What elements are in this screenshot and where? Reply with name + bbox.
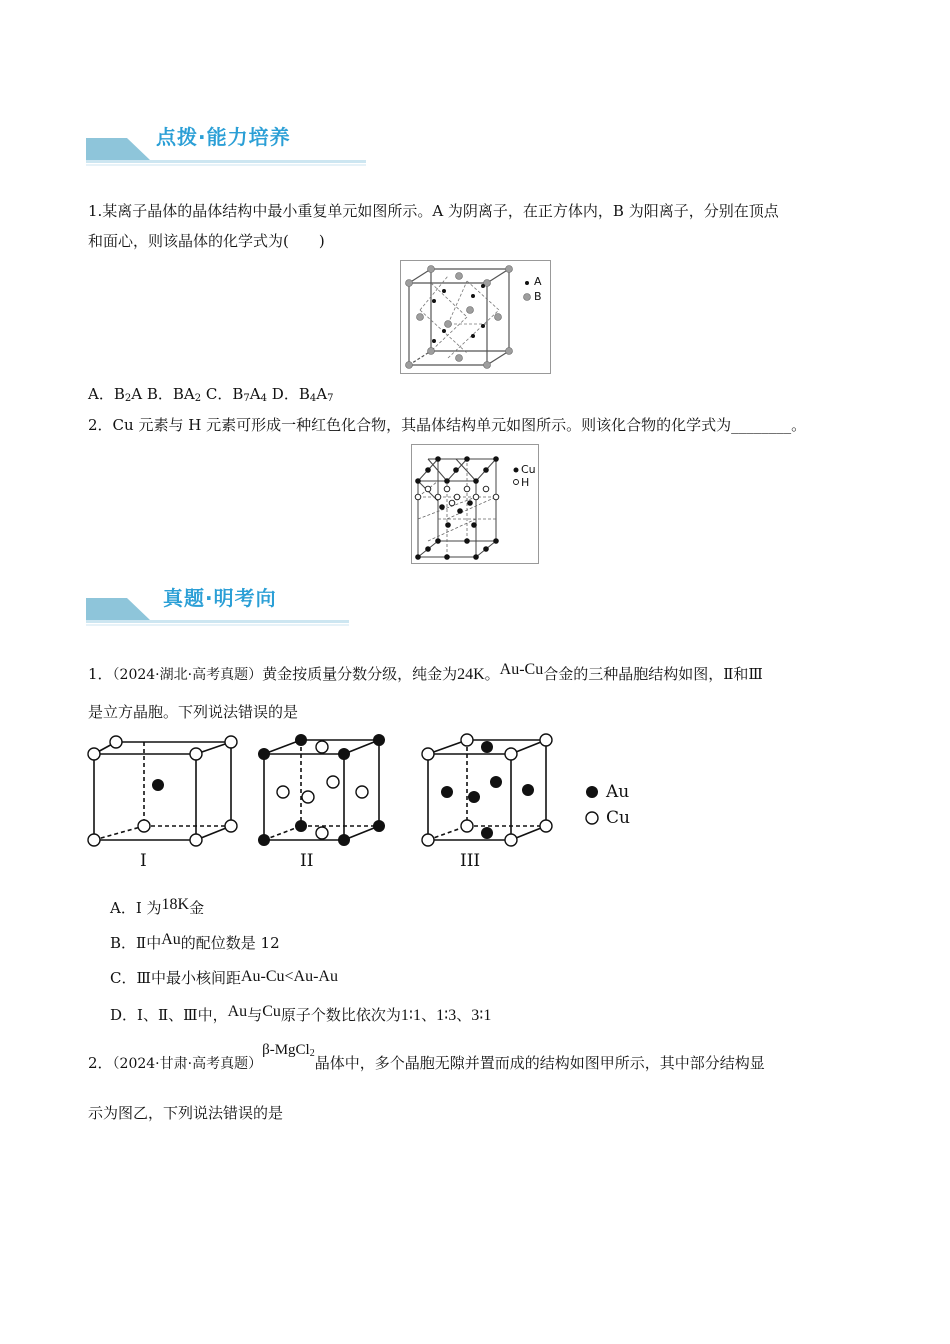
q1-options: A．$B_2A$ B．$BA_2$ C．$B_7A_4$ D．$B_4A_7$ [88,385,334,404]
r1-fig-label-1: I [140,851,147,871]
r1-line2: 是立方晶胞。下列说法错误的是 [88,703,299,721]
section-title-1: 点拨·能力培养 [156,125,291,149]
r1-option-c: C．Ⅲ中最小核间距Au-Cu<Au-Au [110,968,338,987]
r1-option-b: B．Ⅱ中Au的配位数是 12 [110,931,280,952]
cell-i [94,742,231,840]
r1-legend-au: Au [606,782,630,802]
q2-legend-h: H [521,476,530,489]
r1-option-d: D．I、Ⅱ、Ⅲ中，Au与Cu原子个数比依次为1∶1、1∶3、3∶1 [110,1003,492,1024]
q2-figure [411,444,539,564]
q1-line2: 和面心，则该晶体的化学式为( ) [88,232,325,250]
q1-legend-b: B [534,290,542,303]
q2-text: 2．Cu 元素与 H 元素可形成一种红色化合物，其晶体结构单元如图所示。则该化合物的化学式为________。 [88,416,807,434]
q1-crystal-diagram [401,261,550,373]
section-title-2: 真题·明考向 [163,586,277,610]
q1-figure [400,260,551,374]
r1-line1: 1．（2024·湖北·高考真题）黄金按质量分数分级，纯金为24K。Au-Cu合金的三种晶胞结构如图，Ⅱ和Ⅲ [88,661,763,683]
q2-legend-cu: Cu [521,463,536,476]
r1-option-a: A．I 为18K金 [110,896,205,917]
r1-fig-label-3: III [460,851,481,871]
q1-legend-a: A [534,275,542,288]
r1-fig-label-2: II [300,851,314,871]
r1-cells-figure [86,732,646,872]
r1-legend-cu: Cu [606,808,630,828]
r2-line2: 示为图乙，下列说法错误的是 [88,1104,284,1122]
r2-line1: 2．（2024·甘肃·高考真题）β-MgCl$_2$晶体中，多个晶胞无隙并置而成的结构如图甲所示，其中部分结构显 [88,1042,765,1072]
q2-crystal-diagram [412,445,538,563]
q1-line1: 1.某离子晶体的晶体结构中最小重复单元如图所示。A 为阴离子，在正方体内，B 为阳离子，分别在顶点 [88,202,779,220]
